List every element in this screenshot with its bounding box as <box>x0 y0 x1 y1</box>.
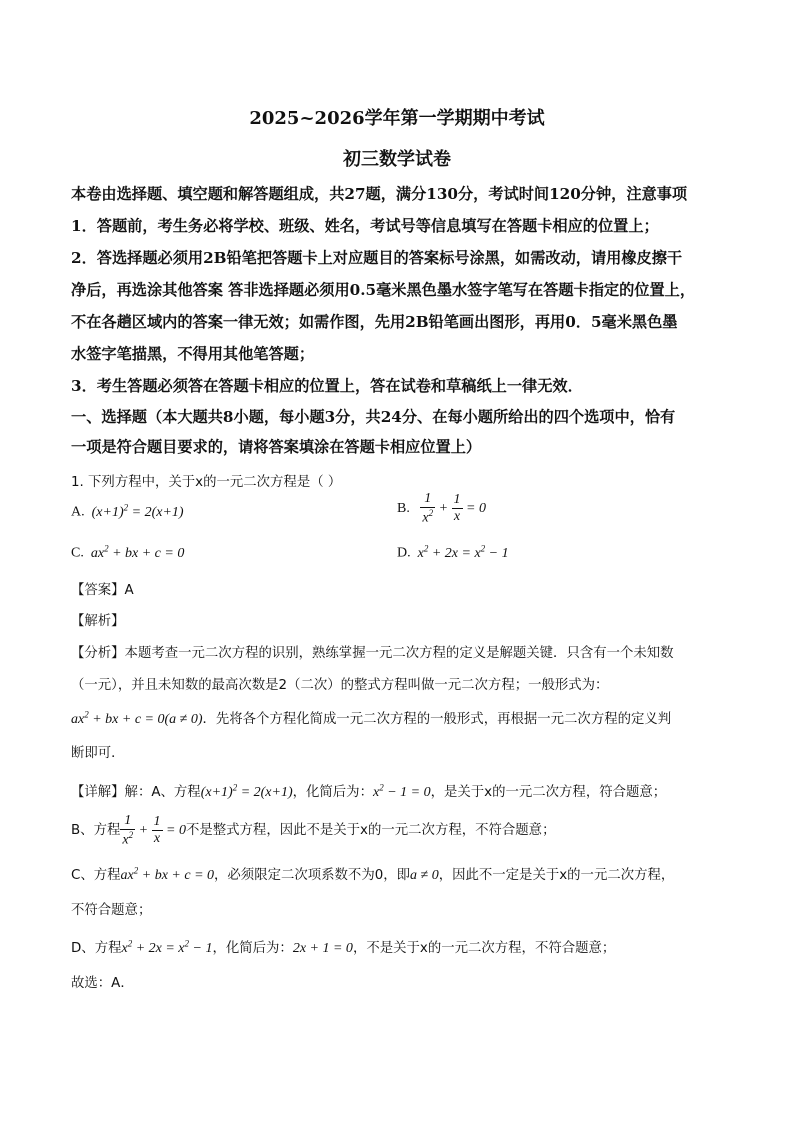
notice-item-1: 1．答题前，考生务必将学校、班级、姓名，考试号等信息填写在答题卡相应的位置上； <box>71 217 659 235</box>
option-a-label: A. <box>71 504 85 520</box>
detail-a <box>71 781 666 801</box>
notice-item-2-line-1: 2．答选择题必须用2B铅笔把答题卡上对应题目的答案标号涂黑，如需改动，请用橡皮擦干 <box>71 249 683 267</box>
option-c <box>71 543 184 562</box>
notice-item-2-line-3: 不在各趟区域内的答案一律无效；如需作图，先用2B铅笔画出图形，再用0．5毫米黑色墨 <box>71 313 678 331</box>
detail-c-line-2: 不符合题意； <box>71 903 152 918</box>
detail-d <box>71 937 615 957</box>
option-c-label: C. <box>71 545 84 561</box>
detail-a-simplified: $x^2 - 1 = 0$ <box>372 782 431 800</box>
question-stem: 1. 下列方程中，关于x的一元二次方程是（ ） <box>71 475 342 490</box>
detail-c <box>71 864 674 884</box>
option-b-label: B. <box>397 501 410 517</box>
option-b <box>397 492 486 526</box>
exam-subtitle: 初三数学试卷 <box>343 149 451 170</box>
detail-b <box>71 814 555 848</box>
option-b-formula: $\frac{1}{x^2}$ + $\frac{1}{x}$ = 0 <box>422 491 486 526</box>
detail-c-equation: $ax^2$ + bx + c = 0 <box>120 865 215 883</box>
analysis-label: 【解析】 <box>71 614 125 629</box>
analysis-line-3-text: ．先将各个方程化简成一元二次方程的一般形式，再根据一元二次方程的定义判 <box>202 712 672 727</box>
option-d-label: D. <box>397 545 411 561</box>
detail-b-prefix: B、方程 <box>71 823 121 839</box>
analysis-line-4: 断即可． <box>71 746 125 761</box>
detail-b-suffix: 不是整式方程，因此不是关于x的一元二次方程，不符合题意； <box>185 823 556 839</box>
analysis-line-2: （一元），并且未知数的最高次数是2（二次）的整式方程叫做一元二次方程；一般形式为： <box>71 678 609 693</box>
notice-item-2-line-4: 水签字笔描黑，不得用其他笔答题； <box>71 345 314 363</box>
detail-a-mid: ，化简后为： <box>292 785 373 800</box>
option-c-formula: $ax^2$ + bx + c = 0 <box>87 543 185 561</box>
exam-title: 2025~2026学年第一学期期中考试 <box>249 108 545 129</box>
notice-item-3: 3．考生答题必须答在答题卡相应的位置上，答在试卷和草稿纸上一律无效． <box>71 377 583 395</box>
option-a <box>71 502 184 521</box>
notice-item-2-line-2: 净后，再选涂其他答案 答非选择题必须用0.5毫米黑色墨水签字笔写在答题卡指定的位置上， <box>71 281 696 299</box>
detail-b-equation: $\frac{1}{x^2}$ + $\frac{1}{x}$ = 0 <box>122 813 186 848</box>
general-form-formula: $ax^2$ + bx + c = 0(a ≠ 0) <box>71 709 203 727</box>
detail-a-prefix: 【详解】解：A、方程 <box>71 785 201 800</box>
detail-d-prefix: D、方程 <box>71 941 122 956</box>
detail-d-simplified: 2x + 1 = 0 <box>292 941 353 956</box>
section-heading-line-1: 一、选择题（本大题共8小题，每小题3分，共24分、在每小题所给出的四个选项中，恰有 <box>71 408 676 426</box>
conclusion: 故选：A． <box>71 976 134 991</box>
detail-c-condition: a ≠ 0 <box>410 868 439 883</box>
detail-a-suffix: ，是关于x的一元二次方程，符合题意； <box>430 785 667 800</box>
detail-d-equation: $x^2 + 2x = x^2 - 1$ <box>121 938 213 956</box>
detail-c-suffix: ，因此不一定是关于x的一元二次方程， <box>438 868 675 883</box>
detail-c-prefix: C、方程 <box>71 868 121 883</box>
section-heading-line-2: 一项是符合题目要求的，请将答案填涂在答题卡相应位置上） <box>71 438 482 456</box>
option-a-formula: $(x+1)^2 = 2(x+1)$ <box>88 502 184 520</box>
detail-a-equation: $(x+1)^2 = 2(x+1)$ <box>200 782 293 800</box>
analysis-line-1: 【分析】本题考查一元二次方程的识别，熟练掌握一元二次方程的定义是解题关键．只含有一个未知数 <box>71 646 674 661</box>
detail-d-mid: ，化简后为： <box>212 941 293 956</box>
analysis-line-3 <box>71 708 671 728</box>
answer-label: 【答案】A <box>71 583 134 598</box>
detail-d-suffix: ，不是关于x的一元二次方程，不符合题意； <box>352 941 616 956</box>
notice-intro: 本卷由选择题、填空题和解答题组成，共27题，满分130分，考试时间120分钟，注意事项 <box>71 185 688 203</box>
option-d <box>397 543 509 562</box>
detail-c-mid: ，必须限定二次项系数不为0，即 <box>214 868 411 883</box>
option-d-formula: $x^2 + 2x = x^2 - 1$ <box>414 543 509 561</box>
